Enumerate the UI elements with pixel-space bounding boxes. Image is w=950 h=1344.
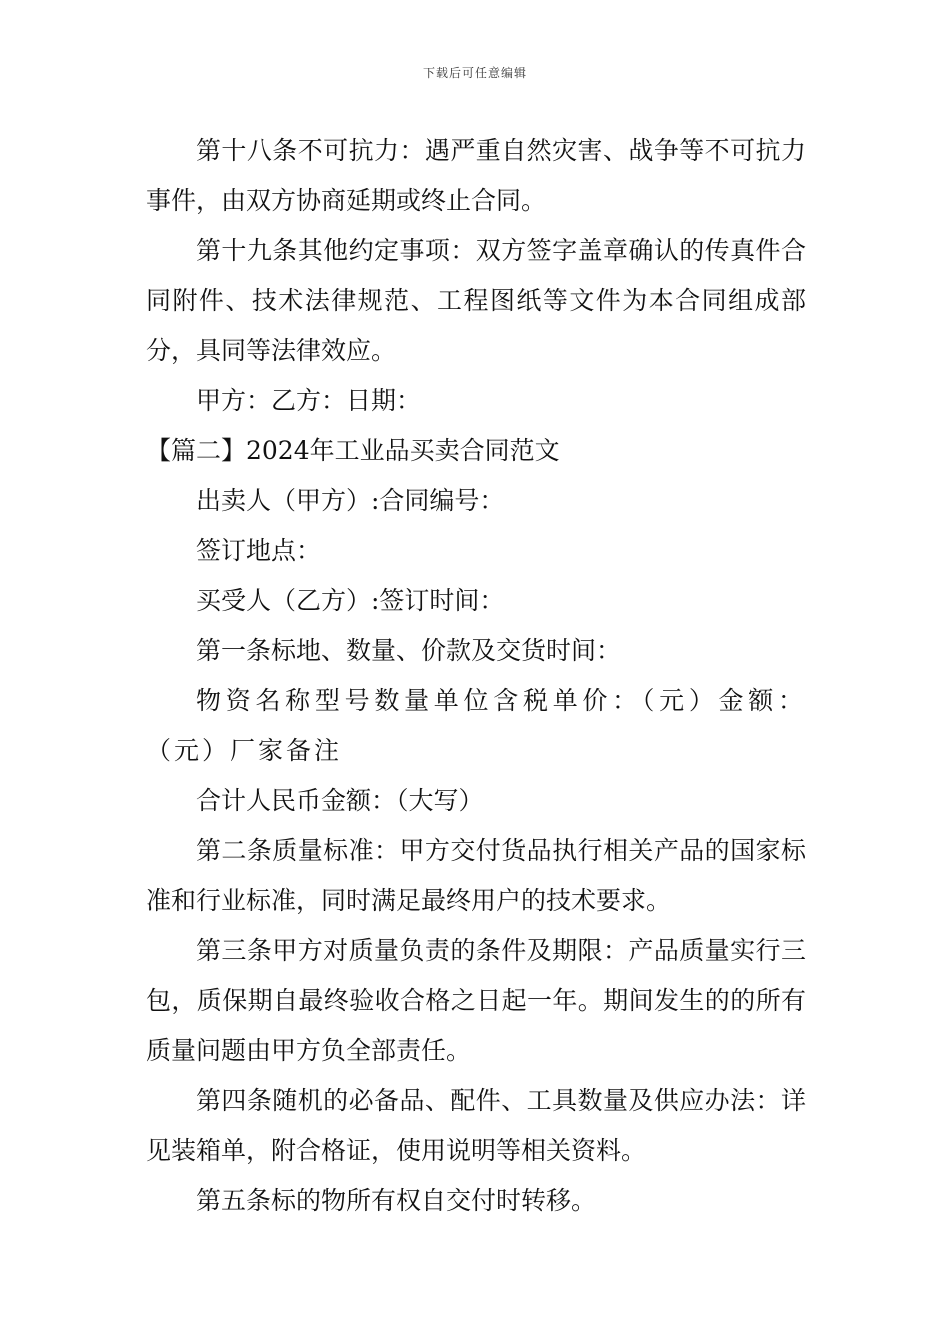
signature-line: 甲方：乙方：日期： <box>196 386 422 415</box>
clause-2-quality: 第二条质量标准：甲方交付货品执行相关产品的国家标准和行业标准，同时满足最终用户的技术要求。 <box>146 836 806 915</box>
clause-19-other-matters: 第十九条其他约定事项：双方签字盖章确认的传真件合同附件、技术法律规范、工程图纸等文件为本合同组成部分，具同等法律效应。 <box>146 236 806 365</box>
clause-1-title: 第一条标地、数量、价款及交货时间： <box>196 636 622 665</box>
clause-5-ownership: 第五条标的物所有权自交付时转移。 <box>196 1186 597 1215</box>
signing-place-line: 签订地点： <box>196 536 322 565</box>
item-columns-line: 物资名称型号数量单位含税单价：（元）金额：（元）厂家备注 <box>146 686 806 765</box>
clause-18-force-majeure: 第十八条不可抗力：遇严重自然灾害、战争等不可抗力事件，由双方协商延期或终止合同。 <box>146 136 806 215</box>
clause-4-accessories: 第四条随机的必备品、配件、工具数量及供应办法：详见装箱单，附合格证，使用说明等相关资料。 <box>146 1086 806 1165</box>
seller-line: 出卖人（甲方）:合同编号： <box>196 486 505 515</box>
clause-3-warranty: 第三条甲方对质量负责的条件及期限：产品质量实行三包，质保期自最终验收合格之日起一年。期间发生的的所有质量问题由甲方负全部责任。 <box>146 936 806 1065</box>
page-header: 下载后可任意编辑 <box>422 66 527 80</box>
document-body <box>146 126 806 1226</box>
section-heading: 【篇二】2024年工业品买卖合同范文 <box>146 436 560 465</box>
buyer-line: 买受人（乙方）:签订时间： <box>196 586 505 615</box>
total-amount-line: 合计人民币金额：（大写） <box>196 786 484 815</box>
